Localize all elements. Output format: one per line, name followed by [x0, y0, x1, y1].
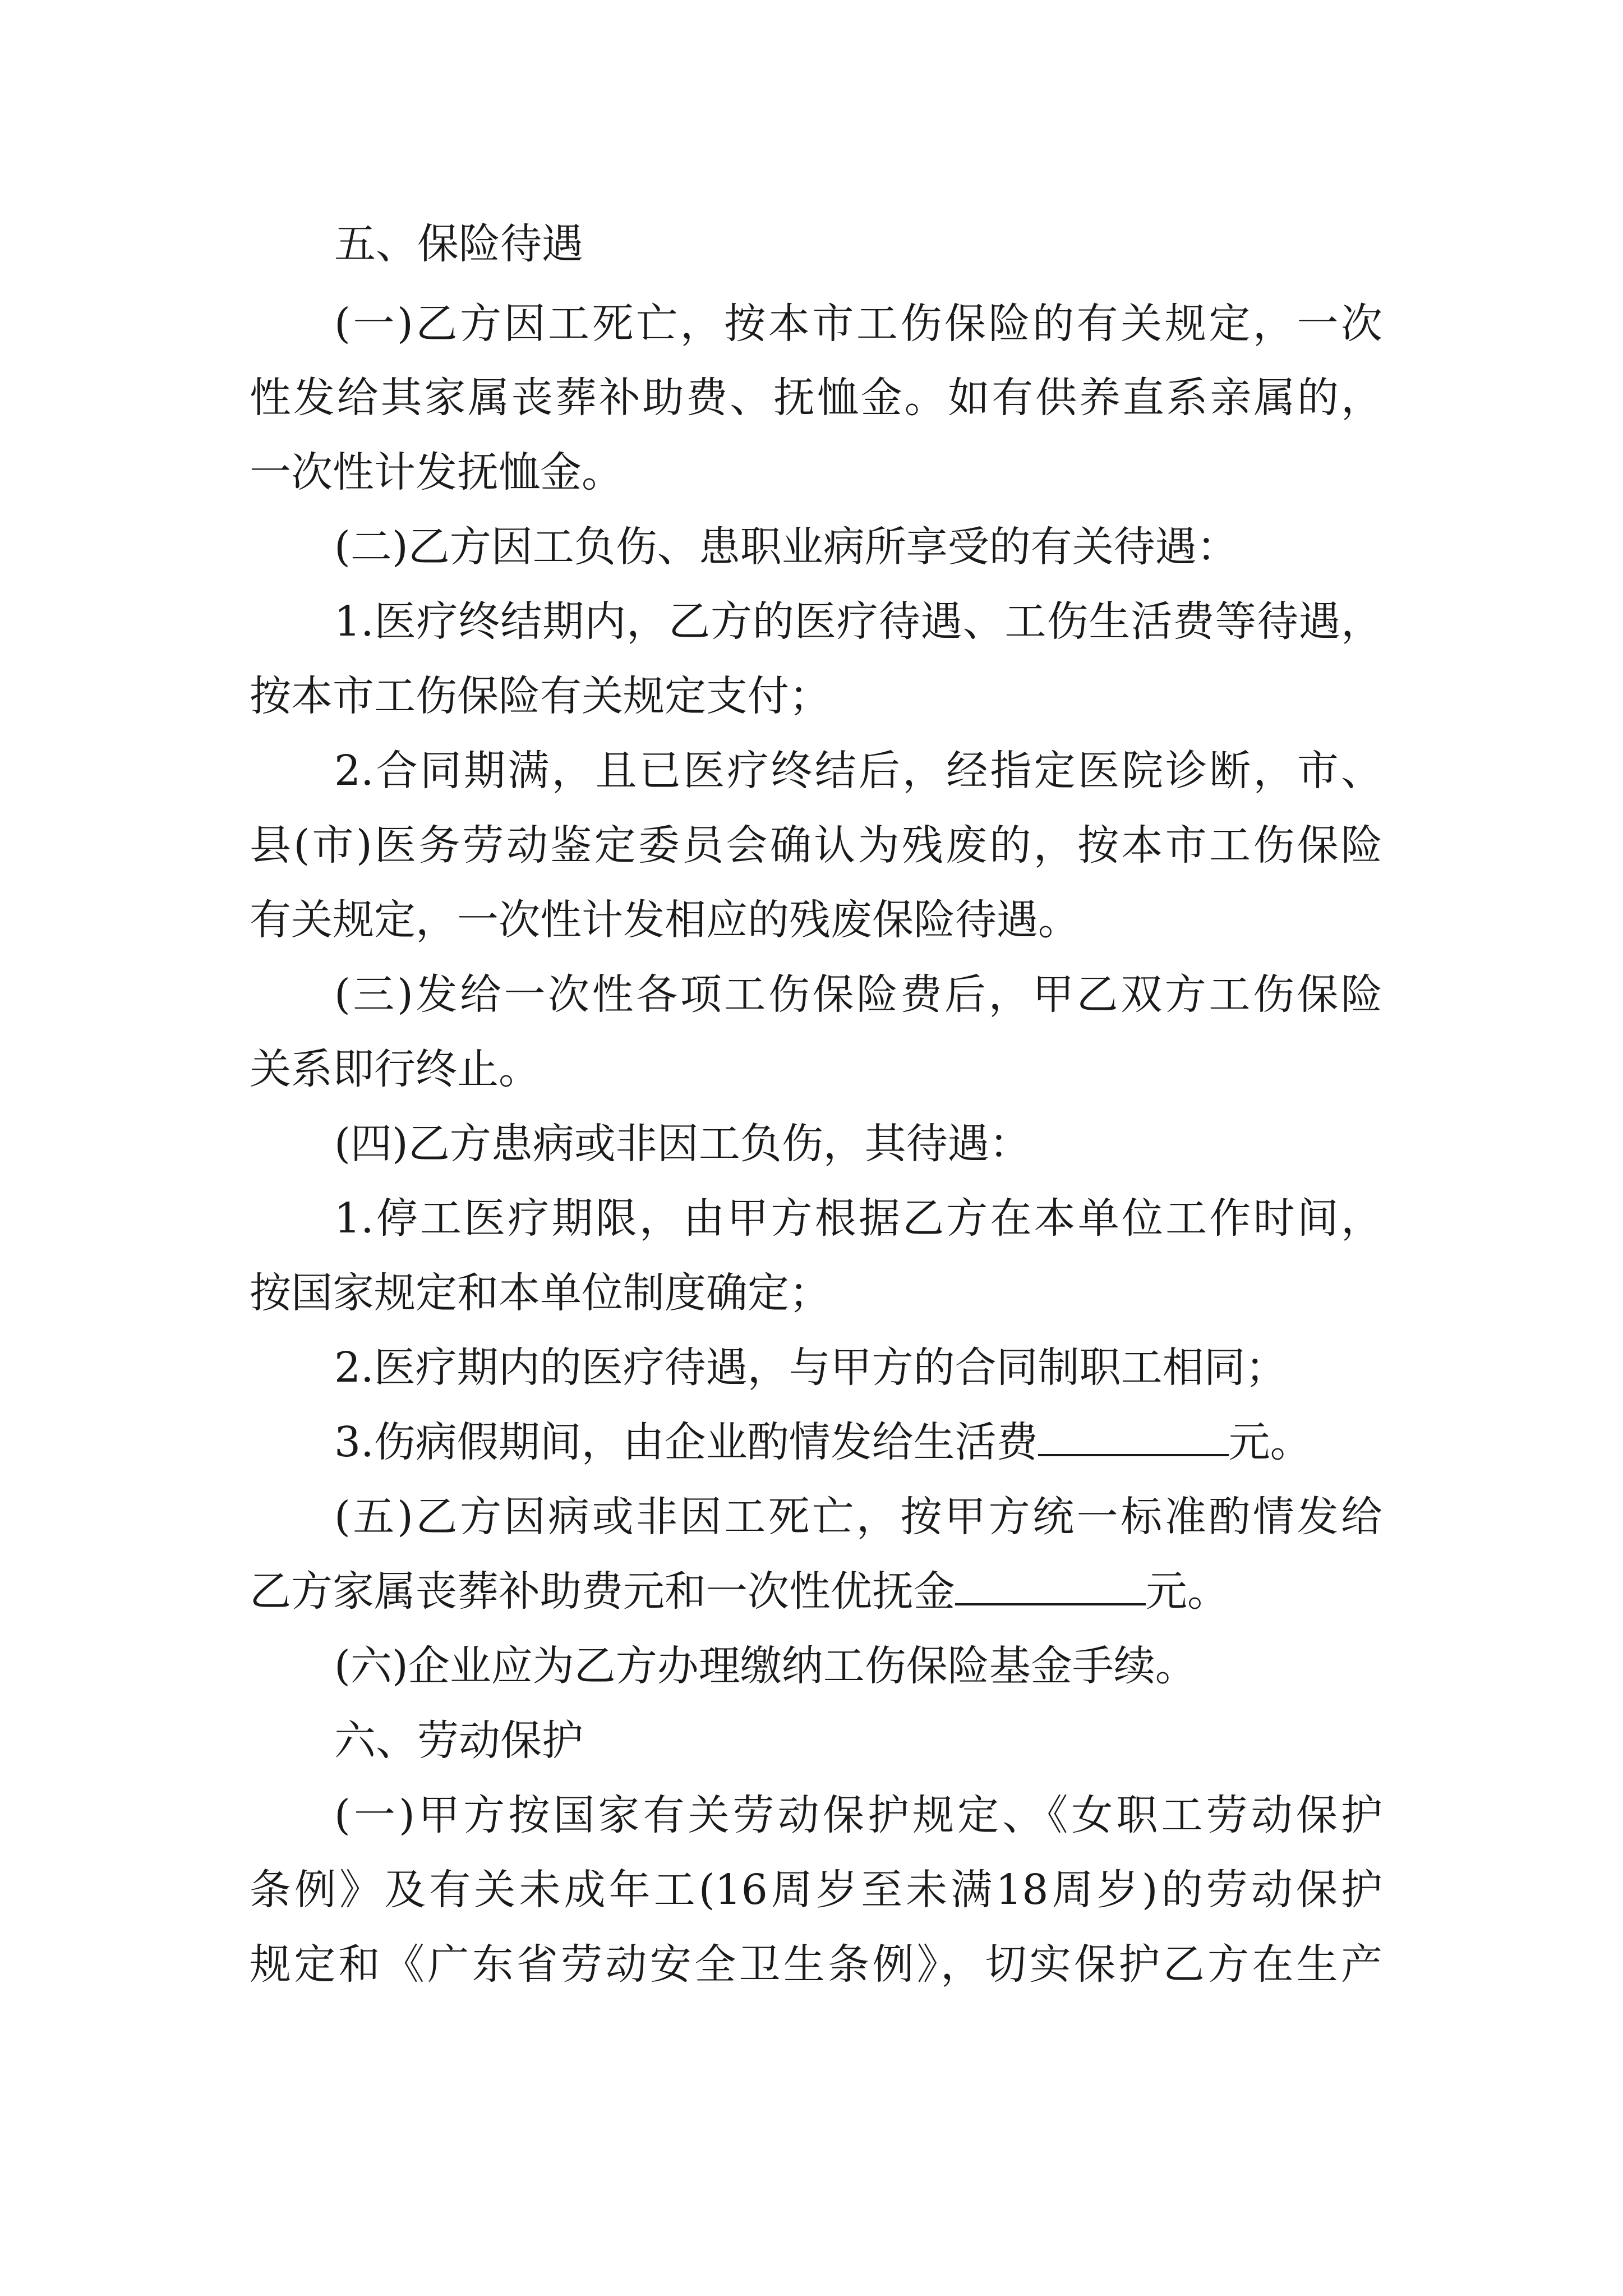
paragraph-text: 乙方家属丧葬补助费元和一次性优抚金 [250, 1567, 955, 1616]
paragraph-line: (一)甲方按国家有关劳动保护规定、《女职工劳动保护 [334, 1791, 1382, 1839]
paragraph-line: 2.合同期满，且已医疗终结后，经指定医院诊断，市、 [334, 747, 1382, 795]
paragraph-line: 有关规定，一次性计发相应的残废保险待遇。 [250, 896, 1080, 944]
paragraph-line: 规定和《广东省劳动安全卫生条例》，切实保护乙方在生产 [250, 1940, 1382, 1989]
fill-in-blank [1038, 1415, 1229, 1456]
paragraph-line: 县(市)医务劳动鉴定委员会确认为残废的，按本市工伤保险 [250, 821, 1382, 869]
paragraph-line: 1.停工医疗期限，由甲方根据乙方在本单位工作时间， [334, 1194, 1382, 1243]
paragraph-line: 条例》及有关未成年工(16周岁至未满18周岁)的劳动保护 [250, 1866, 1382, 1914]
section-heading-insurance: 五、保险待遇 [334, 220, 583, 268]
paragraph-line-with-blank [334, 1414, 1382, 1470]
paragraph-line: 关系即行终止。 [250, 1045, 540, 1093]
fill-in-blank [955, 1564, 1146, 1605]
paragraph-line: (二)乙方因工负伤、患职业病所享受的有关待遇： [334, 523, 1238, 571]
paragraph-line: 一次性计发抚恤金。 [250, 448, 623, 496]
paragraph-line: (六)企业应为乙方办理缴纳工伤保险基金手续。 [334, 1642, 1197, 1690]
paragraph-line: 2.医疗期内的医疗待遇，与甲方的合同制职工相同； [334, 1343, 1287, 1392]
paragraph-line: (五)乙方因病或非因工死亡，按甲方统一标准酌情发给 [334, 1493, 1382, 1541]
paragraph-line: 性发给其家属丧葬补助费、抚恤金。如有供养直系亲属的， [250, 374, 1382, 422]
paragraph-line: 1.医疗终结期内，乙方的医疗待遇、工伤生活费等待遇， [334, 597, 1382, 646]
section-heading-labor-protection: 六、劳动保护 [334, 1717, 583, 1765]
paragraph-line-with-blank [250, 1563, 1382, 1619]
paragraph-line: (四)乙方患病或非因工负伤，其待遇： [334, 1120, 1031, 1168]
paragraph-text: 元。 [1228, 1418, 1312, 1466]
paragraph-line: (三)发给一次性各项工伤保险费后，甲乙双方工伤保险 [334, 970, 1382, 1019]
paragraph-text: 元。 [1146, 1567, 1229, 1616]
paragraph-text: 3.伤病假期间，由企业酌情发给生活费 [334, 1418, 1038, 1466]
paragraph-line: (一)乙方因工死亡，按本市工伤保险的有关规定，一次 [334, 300, 1382, 348]
paragraph-line: 按本市工伤保险有关规定支付； [250, 672, 831, 720]
paragraph-line: 按国家规定和本单位制度确定； [250, 1269, 831, 1317]
